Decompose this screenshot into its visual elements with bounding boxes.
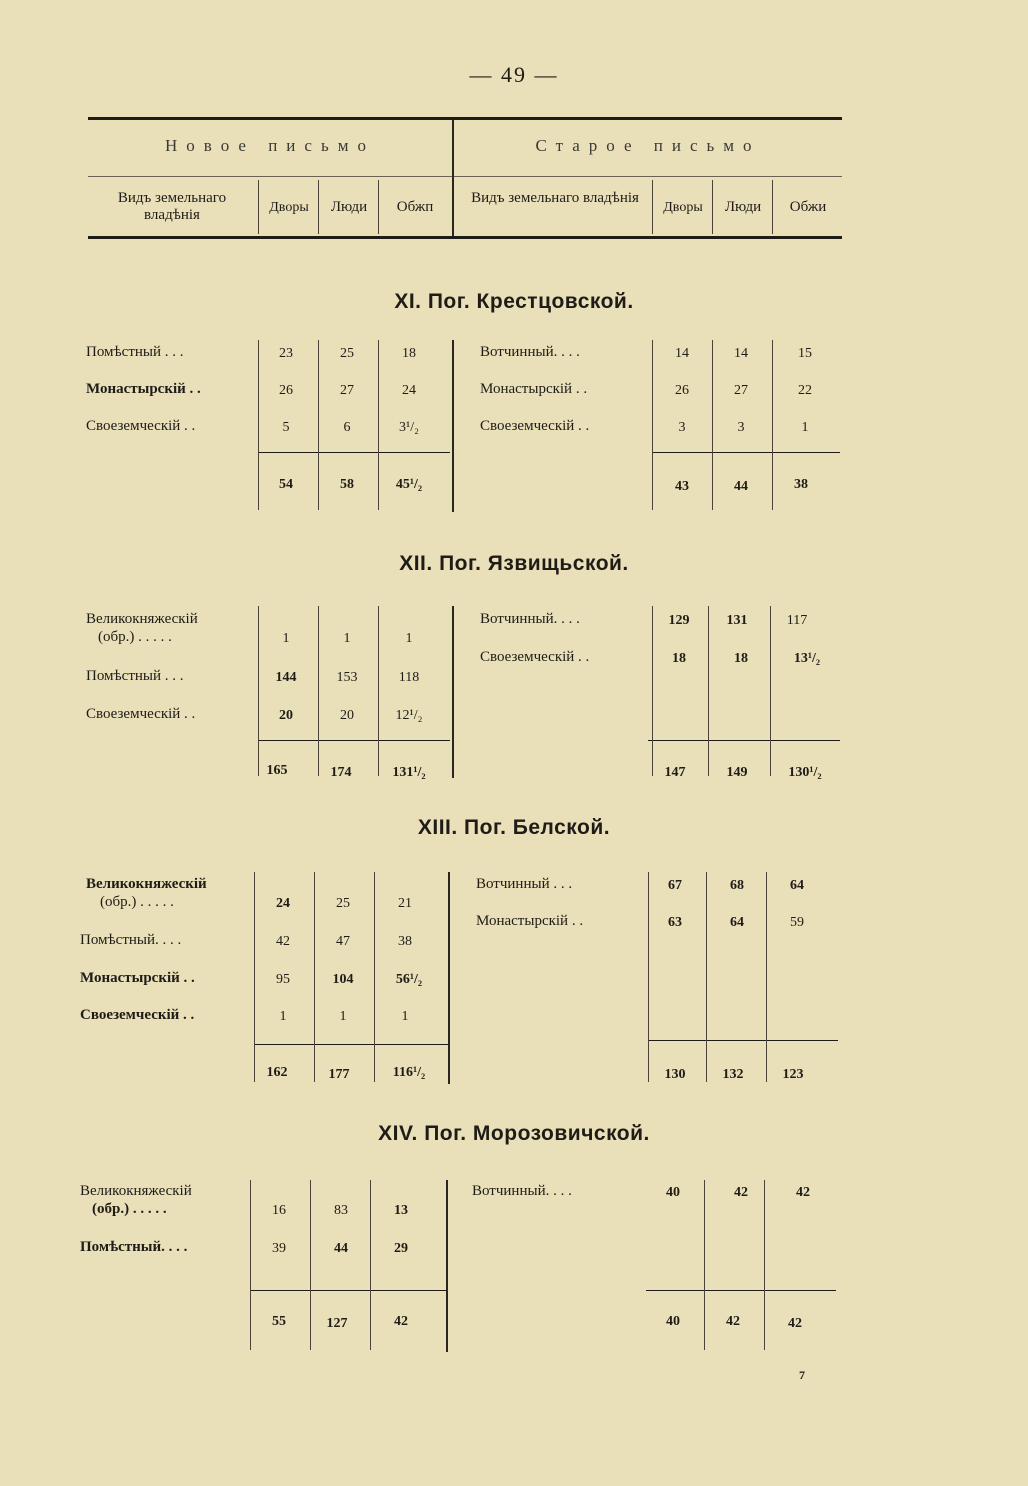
- col-sep: [708, 606, 709, 776]
- cell-lyudi: 104: [332, 972, 354, 987]
- header-col-sep-2: [318, 180, 319, 234]
- total-lyudi: 58: [340, 477, 354, 492]
- total-obzhi: 116¹/₂: [392, 1065, 426, 1080]
- col-sep: [770, 606, 771, 776]
- header-top-rule: [88, 117, 842, 120]
- section-divider: [448, 872, 450, 1084]
- header-old-obzhi: Обжи: [789, 199, 827, 215]
- cell-dvory: 26: [675, 383, 689, 398]
- header-col-sep-4: [652, 180, 653, 234]
- cell-obzhi: 24: [402, 383, 416, 398]
- total-lyudi: 149: [726, 765, 748, 780]
- col-sep: [378, 606, 379, 776]
- row-label-cont: (обр.) . . . . .: [92, 1201, 167, 1217]
- cell-obzhi: 12¹/₂: [395, 708, 423, 723]
- row-label-cont: (обр.) . . . . .: [98, 629, 172, 645]
- row-label: Вотчинный. . . .: [472, 1183, 572, 1199]
- cell-obzhi: 38: [398, 934, 412, 949]
- cell-lyudi: 44: [334, 1241, 348, 1256]
- cell-lyudi: 1: [343, 631, 351, 646]
- col-sep: [310, 1180, 311, 1350]
- total-obzhi: 42: [788, 1316, 802, 1331]
- col-sep: [254, 872, 255, 1082]
- col-sep: [370, 1180, 371, 1350]
- total-dvory: 54: [279, 477, 293, 492]
- total-lyudi: 42: [726, 1314, 740, 1329]
- cell-obzhi: 21: [398, 896, 412, 911]
- section-title: XI. Пог. Крестцовской.: [394, 290, 634, 313]
- total-dvory: 43: [675, 479, 689, 494]
- page-number: — 49 —: [469, 62, 559, 87]
- total-obzhi: 130¹/₂: [788, 765, 822, 780]
- header-divider: [452, 120, 454, 236]
- cell-obzhi: 59: [790, 915, 804, 930]
- col-sep: [374, 872, 375, 1082]
- col-sep: [378, 340, 379, 510]
- cell-dvory: 24: [276, 896, 290, 911]
- cell-obzhi: 117: [786, 613, 808, 628]
- total-rule: [250, 1290, 446, 1291]
- col-sep: [764, 1180, 765, 1350]
- total-obzhi: 131¹/₂: [392, 765, 426, 780]
- cell-obzhi: 1: [801, 420, 809, 435]
- cell-dvory: 144: [275, 670, 297, 685]
- cell-obzhi: 15: [798, 346, 812, 361]
- cell-lyudi: 3: [737, 420, 745, 435]
- total-rule: [254, 1044, 450, 1045]
- col-sep: [318, 340, 319, 510]
- section-divider: [452, 606, 454, 778]
- row-label: Помѣстный . . .: [86, 668, 184, 684]
- total-dvory: 147: [664, 765, 686, 780]
- col-sep: [258, 340, 259, 510]
- cell-dvory: 95: [276, 972, 290, 987]
- cell-obzhi: 118: [398, 670, 420, 685]
- total-dvory: 162: [266, 1065, 288, 1080]
- col-sep: [706, 872, 707, 1082]
- section-title: XII. Пог. Язвищьской.: [399, 552, 629, 575]
- row-label: Вотчинный. . . .: [480, 611, 580, 627]
- row-label: Вотчинный. . . .: [480, 344, 580, 360]
- cell-dvory: 42: [276, 934, 290, 949]
- cell-obzhi: 22: [798, 383, 812, 398]
- total-obzhi: 123: [782, 1067, 804, 1082]
- total-lyudi: 127: [326, 1316, 348, 1331]
- col-sep: [258, 606, 259, 776]
- cell-lyudi: 131: [726, 613, 748, 628]
- row-label: Своеземческій . .: [480, 649, 590, 665]
- col-sep: [250, 1180, 251, 1350]
- cell-dvory: 26: [279, 383, 293, 398]
- header-bottom-rule: [88, 236, 842, 239]
- header-new-kind: Видъ земельнаго владѣнія: [117, 190, 227, 223]
- row-label: Помѣстный. . . .: [80, 932, 182, 948]
- header-new-lyudi: Люди: [330, 199, 368, 215]
- cell-obzhi: 56¹/₂: [395, 972, 423, 987]
- row-label-cont: (обр.) . . . . .: [100, 894, 174, 910]
- row-label: Монастырскій . .: [80, 970, 195, 986]
- header-col-sep-6: [772, 180, 773, 234]
- cell-dvory: 1: [282, 631, 290, 646]
- header-col-sep-5: [712, 180, 713, 234]
- cell-lyudi: 83: [334, 1203, 348, 1218]
- header-new-dvory: Дворы: [269, 200, 309, 215]
- cell-obzhi: 64: [790, 878, 804, 893]
- row-label: Великокняжескій: [86, 611, 198, 627]
- col-sep: [314, 872, 315, 1082]
- cell-dvory: 129: [668, 613, 690, 628]
- row-label: Монастырскій . .: [86, 381, 201, 397]
- row-label: Своеземческій . .: [86, 706, 196, 722]
- header-new-obzhi: Обжп: [396, 199, 434, 215]
- cell-obzhi: 29: [394, 1241, 408, 1256]
- cell-dvory: 23: [279, 346, 293, 361]
- cell-dvory: 18: [672, 651, 686, 666]
- total-rule: [648, 740, 840, 741]
- cell-lyudi: 25: [340, 346, 354, 361]
- row-label: Помѣстный. . . .: [80, 1239, 188, 1255]
- header-old-dvory: Дворы: [663, 200, 703, 215]
- col-sep: [648, 872, 649, 1082]
- row-label: Помѣстный . . .: [86, 344, 184, 360]
- total-rule: [258, 740, 450, 741]
- total-dvory: 130: [664, 1067, 686, 1082]
- row-label: Своеземческій . .: [86, 418, 196, 434]
- col-sep: [766, 872, 767, 1082]
- cell-obzhi: 13: [394, 1203, 408, 1218]
- total-rule: [648, 1040, 838, 1041]
- section-divider: [446, 1180, 448, 1352]
- row-label: Монастырскій . .: [476, 913, 584, 929]
- cell-obzhi: 1: [405, 631, 413, 646]
- total-rule: [258, 452, 450, 453]
- header-col-sep-1: [258, 180, 259, 234]
- section-divider: [452, 340, 454, 512]
- col-sep: [318, 606, 319, 776]
- footnote-mark: 7: [799, 1368, 805, 1382]
- cell-lyudi: 64: [730, 915, 744, 930]
- col-sep: [652, 606, 653, 776]
- cell-dvory: 14: [675, 346, 689, 361]
- total-dvory: 40: [666, 1314, 680, 1329]
- cell-dvory: 63: [668, 915, 682, 930]
- row-label: Своеземческій . .: [480, 418, 590, 434]
- cell-lyudi: 153: [336, 670, 358, 685]
- cell-lyudi: 18: [734, 651, 748, 666]
- cell-dvory: 3: [678, 420, 686, 435]
- section-title: XIII. Пог. Белской.: [417, 816, 611, 839]
- row-label: Вотчинный . . .: [476, 876, 573, 892]
- total-lyudi: 177: [328, 1067, 350, 1082]
- total-obzhi: 38: [794, 477, 808, 492]
- col-sep: [712, 340, 713, 510]
- cell-lyudi: 68: [730, 878, 744, 893]
- header-new-letter: Новое письмо: [165, 136, 375, 155]
- cell-lyudi: 20: [340, 708, 354, 723]
- cell-lyudi: 27: [734, 383, 748, 398]
- total-lyudi: 132: [722, 1067, 744, 1082]
- cell-lyudi: 25: [336, 896, 350, 911]
- header-mid-rule: [88, 176, 842, 177]
- header-old-letter: Старое письмо: [535, 136, 761, 155]
- total-dvory: 55: [272, 1314, 286, 1329]
- header-col-sep-3: [378, 180, 379, 234]
- cell-dvory: 67: [668, 878, 682, 893]
- header-old-lyudi: Люди: [724, 199, 762, 215]
- section-title: XIV. Пог. Морозовичской.: [378, 1122, 650, 1145]
- row-label: Своеземческій . .: [80, 1007, 195, 1023]
- cell-dvory: 1: [279, 1009, 287, 1024]
- cell-lyudi: 42: [734, 1185, 748, 1200]
- cell-lyudi: 27: [340, 383, 354, 398]
- cell-dvory: 39: [272, 1241, 286, 1256]
- col-sep: [772, 340, 773, 510]
- cell-obzhi: 1: [401, 1009, 409, 1024]
- cell-lyudi: 1: [339, 1009, 347, 1024]
- cell-obzhi: 13¹/₂: [793, 651, 821, 666]
- col-sep: [652, 340, 653, 510]
- total-lyudi: 44: [734, 479, 748, 494]
- total-rule: [646, 1290, 836, 1291]
- row-label: Великокняжескій: [80, 1183, 192, 1199]
- cell-obzhi: 18: [402, 346, 416, 361]
- total-obzhi: 45¹/₂: [395, 477, 423, 492]
- cell-lyudi: 14: [734, 346, 748, 361]
- cell-obzhi: 3¹/₂: [399, 420, 419, 435]
- total-lyudi: 174: [330, 765, 352, 780]
- cell-lyudi: 47: [336, 934, 350, 949]
- total-obzhi: 42: [394, 1314, 408, 1329]
- header-old-kind: Видъ земельнаго владѣнія: [471, 190, 639, 206]
- cell-dvory: 20: [279, 708, 293, 723]
- cell-dvory: 16: [272, 1203, 286, 1218]
- cell-lyudi: 6: [343, 420, 351, 435]
- cell-dvory: 5: [282, 420, 290, 435]
- row-label: Монастырскій . .: [480, 381, 588, 397]
- col-sep: [704, 1180, 705, 1350]
- row-label: Великокняжескій: [86, 876, 207, 892]
- total-rule: [652, 452, 840, 453]
- cell-obzhi: 42: [796, 1185, 810, 1200]
- total-dvory: 165: [266, 763, 288, 778]
- cell-dvory: 40: [666, 1185, 680, 1200]
